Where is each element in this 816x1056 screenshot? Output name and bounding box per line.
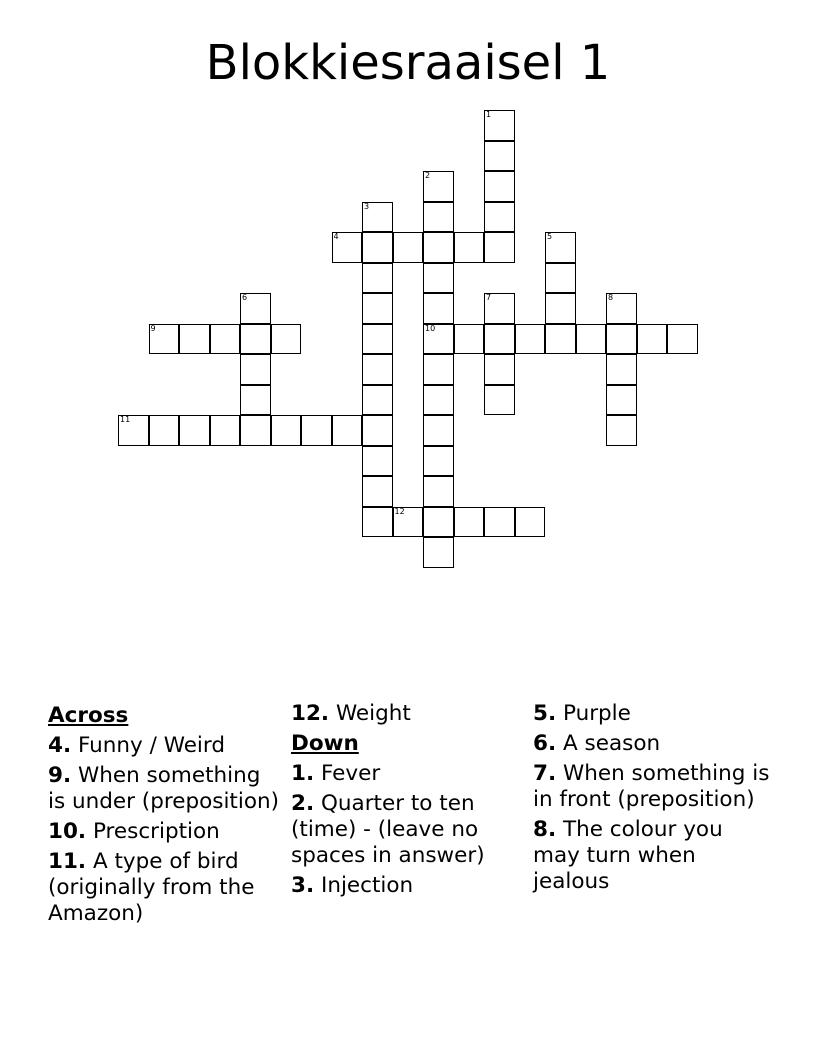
grid-cell[interactable]: [423, 476, 454, 507]
grid-cell[interactable]: [515, 507, 546, 538]
clue-down-5: 5. Purple: [533, 701, 631, 726]
grid-cell[interactable]: [484, 293, 515, 324]
grid-cell[interactable]: [637, 324, 668, 355]
cell-number: 9: [150, 323, 156, 333]
grid-cell[interactable]: [667, 324, 698, 355]
grid-cell[interactable]: [423, 171, 454, 202]
grid-cell[interactable]: [515, 324, 546, 355]
grid-cell[interactable]: [332, 415, 363, 446]
grid-cell[interactable]: [240, 415, 271, 446]
grid-cell[interactable]: [484, 110, 515, 141]
grid-cell[interactable]: [301, 415, 332, 446]
grid-cell[interactable]: [423, 263, 454, 294]
grid-cell[interactable]: [332, 232, 363, 263]
grid-cell[interactable]: [362, 202, 393, 233]
clue-across-11: 11. A type of bird (originally from the Amazon): [48, 849, 255, 926]
grid-cell[interactable]: [484, 202, 515, 233]
grid-cell[interactable]: [423, 354, 454, 385]
grid-cell[interactable]: [240, 354, 271, 385]
grid-cell[interactable]: [362, 324, 393, 355]
grid-cell[interactable]: [118, 415, 149, 446]
grid-cell[interactable]: [423, 293, 454, 324]
grid-cell[interactable]: [423, 507, 454, 538]
grid-cell[interactable]: [454, 232, 485, 263]
grid-cell[interactable]: [545, 324, 576, 355]
clue-down-1: 1. Fever: [291, 761, 381, 786]
cell-number: 3: [364, 201, 370, 211]
grid-cell[interactable]: [484, 141, 515, 172]
grid-cell[interactable]: [362, 507, 393, 538]
grid-cell[interactable]: [484, 507, 515, 538]
grid-cell[interactable]: [362, 415, 393, 446]
cell-number: 6: [242, 293, 248, 302]
grid-cell[interactable]: [179, 415, 210, 446]
grid-cell[interactable]: [484, 171, 515, 202]
grid-cell[interactable]: [606, 354, 637, 385]
grid-cell[interactable]: [240, 385, 271, 416]
grid-cell[interactable]: [271, 324, 302, 355]
grid-cell[interactable]: [606, 415, 637, 446]
grid-cell[interactable]: [454, 324, 485, 355]
grid-cell[interactable]: [362, 476, 393, 507]
grid-cell[interactable]: [423, 446, 454, 477]
clue-across-12: 12. Weight: [291, 701, 411, 726]
grid-cell[interactable]: [362, 446, 393, 477]
grid-cell[interactable]: [210, 324, 241, 355]
grid-cell[interactable]: [484, 354, 515, 385]
clue-across-9: 9. When something is under (preposition): [48, 763, 279, 814]
grid-cell[interactable]: [423, 385, 454, 416]
clues-column-3: [533, 701, 773, 899]
grid-cell[interactable]: [240, 324, 271, 355]
clues-column-1: [48, 701, 284, 931]
grid-cell[interactable]: [393, 507, 424, 538]
grid-cell[interactable]: [210, 415, 241, 446]
grid-cell[interactable]: [423, 202, 454, 233]
cell-number: 8: [608, 293, 614, 302]
grid-cell[interactable]: [423, 232, 454, 263]
grid-cell[interactable]: [393, 232, 424, 263]
grid-cell[interactable]: [576, 324, 607, 355]
grid-cell[interactable]: [606, 293, 637, 324]
clue-down-8: 8. The colour you may turn when jealous: [533, 817, 723, 894]
grid-cell[interactable]: [484, 385, 515, 416]
clue-across-4: 4. Funny / Weird: [48, 733, 225, 758]
grid-cell[interactable]: [362, 293, 393, 324]
grid-cell[interactable]: [179, 324, 210, 355]
grid-cell[interactable]: [454, 507, 485, 538]
clue-across-10: 10. Prescription: [48, 819, 220, 844]
clue-down-6: 6. A season: [533, 731, 661, 756]
down-heading: Down: [291, 731, 359, 756]
grid-cell[interactable]: [423, 324, 454, 355]
cell-number: 5: [547, 232, 553, 241]
grid-cell[interactable]: [606, 385, 637, 416]
grid-cell[interactable]: [423, 537, 454, 568]
grid-cell[interactable]: [545, 263, 576, 294]
cell-number: 7: [486, 293, 492, 302]
grid-cell[interactable]: [545, 232, 576, 263]
grid-cell[interactable]: [271, 415, 302, 446]
clues-column-2: [291, 701, 521, 903]
grid-cell[interactable]: [149, 324, 180, 355]
grid-cell[interactable]: [484, 232, 515, 263]
cell-number: 1: [486, 110, 492, 119]
grid-cell[interactable]: [606, 324, 637, 355]
clue-down-2: 2. Quarter to ten (time) - (leave no spaces in answer): [291, 791, 485, 868]
across-heading: Across: [48, 703, 129, 728]
cell-number: 2: [425, 171, 431, 180]
grid-cell[interactable]: [423, 415, 454, 446]
clue-down-3: 3. Injection: [291, 873, 414, 898]
grid-cell[interactable]: [240, 293, 271, 324]
cell-number: 12: [394, 506, 405, 516]
grid-cell[interactable]: [362, 263, 393, 294]
cell-number: 4: [333, 232, 339, 241]
grid-cell[interactable]: [149, 415, 180, 446]
grid-cell[interactable]: [484, 324, 515, 355]
grid-cell[interactable]: [545, 293, 576, 324]
grid-cell[interactable]: [362, 385, 393, 416]
cell-number: 10: [425, 323, 436, 333]
page-title: Blokkiesraaisel 1: [205, 35, 611, 91]
clue-down-7: 7. When something is in front (preposition): [533, 761, 770, 812]
cell-number: 11: [120, 415, 131, 424]
grid-cell[interactable]: [362, 232, 393, 263]
grid-cell[interactable]: [362, 354, 393, 385]
